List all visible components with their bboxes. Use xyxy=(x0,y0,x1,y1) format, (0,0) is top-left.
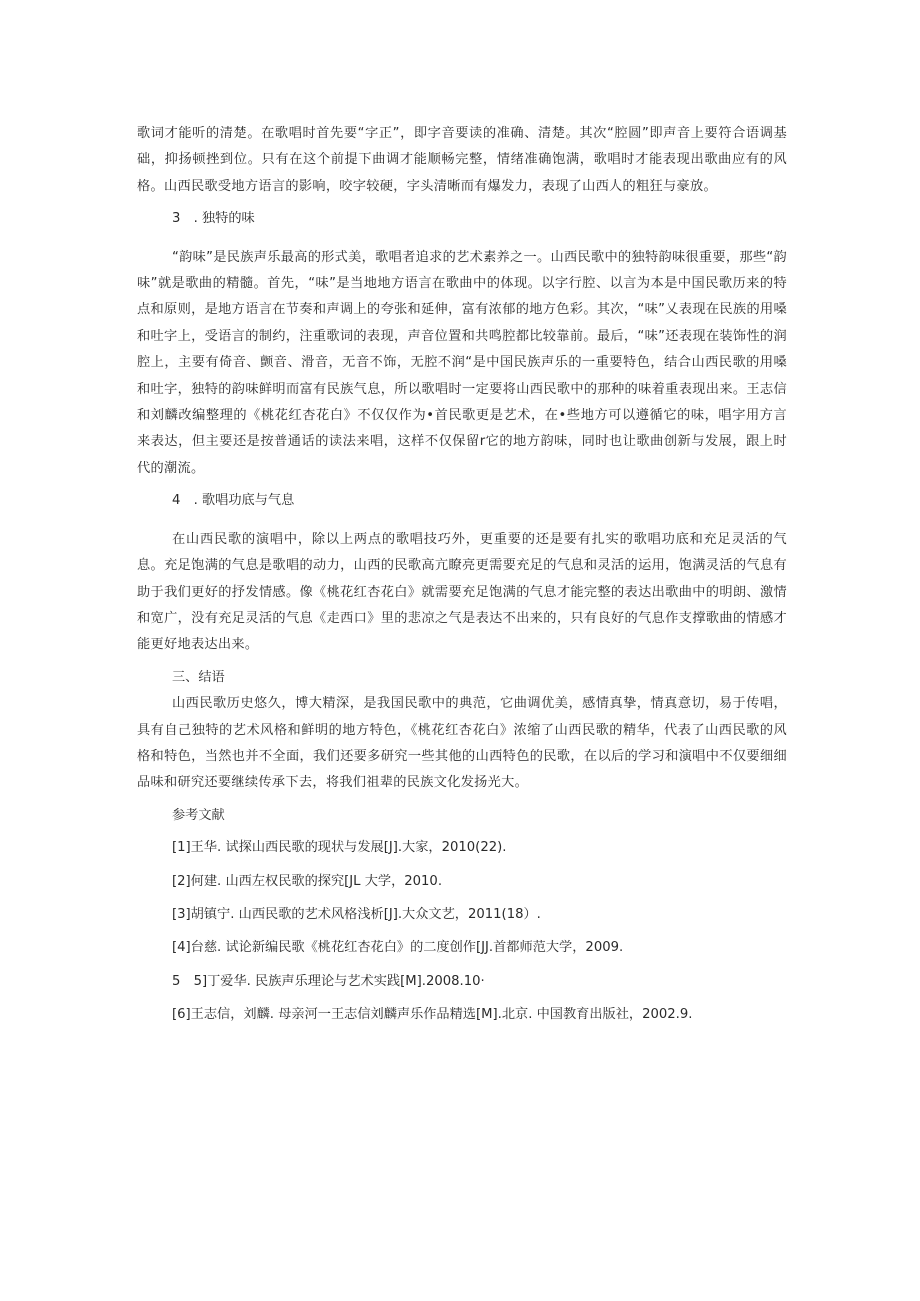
section-heading-4: 4 . 歌唱功底与气息 xyxy=(172,493,295,509)
paragraph-intro: 歌词才能听的清楚。在歌唱时首先要“字正”，即字音要读的准确、清楚。其次“腔圆”即声音上要符合语调基础，抑扬顿挫到位。只有在这个前提下曲调才能顺畅完整，情绪准确饱满，歌唱时才能表现出歌曲应有的风格。山西民歌受地方语言的影响，咬字较硬，字头清晰而有爆发力，表现了山西人的粗狂与豪放。 xyxy=(137,126,787,194)
reference-item: [3]胡镇宁. 山西民歌的艺术风格浅析[J].大众文艺，2011(18）. xyxy=(172,906,541,922)
reference-item: [6]王志信，刘麟. 母亲河一王志信刘麟声乐作品精选[M].北京. 中国教育出版社，2002.9. xyxy=(172,1007,693,1023)
reference-item: [1]王华. 试探山西民歌的现状与发展[J].大家，2010(22). xyxy=(172,840,507,856)
references-title: 参考文献 xyxy=(172,807,225,823)
references-list xyxy=(137,835,787,1028)
paragraph-conclusion: 山西民歌历史悠久，博大精深，是我国民歌中的典范，它曲调优美，感情真挚，情真意切，易于传唱，具有自己独特的艺术风格和鲜明的地方特色，《桃花红杏花白》浓缩了山西民歌的精华，代表了山西民歌的风格和特色，当然也并不全面，我们还要多研究一些其他的山西特色的民歌，在以后的学习和演唱中不仅要细细品味和研究还要继续传承下去，将我们祖辈的民族文化发扬光大。 xyxy=(137,696,787,791)
reference-item: [2]何建. 山西左权民歌的探究[JL 大学，2010. xyxy=(172,873,443,889)
section-heading-3: 3 . 独特的味 xyxy=(172,211,255,227)
reference-item: [4]台慈. 试论新编民歌《桃花红杏花白》的二度创作[JJ.首都师范大学，2009. xyxy=(172,940,624,956)
reference-item: 5 5]丁爱华. 民族声乐理论与艺术实践[M].2008.10· xyxy=(172,973,485,989)
section-heading-conclusion: 三、结语 xyxy=(172,669,225,685)
paragraph-unique-flavor: “韵味”是民族声乐最高的形式美，歌唱者追求的艺术素养之一。山西民歌中的独特韵味很重要，那些“韵味”就是歌曲的精髓。首先，“味”是当地地方语言在歌曲中的体现。以字行腔、以言为本是中国民歌历来的特点和原则，是地方语言在节奏和声调上的夸张和延伸，富有浓郁的地方色彩。其次，“味”乂表现在民族的用嗓和吐字上，受语言的制约，注重歌词的表现，声音位置和共鸣腔都比较靠前。最后，“味”还表现在装饰性的润腔上，主要有倚音、颤音、滑音，无音不饰，无腔不润“是中国民族声乐的一重要特色，结合山西民歌的用嗓和吐字，独特的韵味鲜明而富有民族气息，所以歌唱时一定要将山西民歌中的那种的味着重表现出来。王志信和刘麟改编整理的《桃花红杏花白》不仅仅作为•首民歌更是艺术，在•些地方可以遵循它的味，唱字用方言来表达，但主要还是按普通话的读法来唱，这样不仅保留r它的地方韵味，同时也让歌曲创新与发展，跟上时代的潮流。 xyxy=(137,249,787,476)
document-page xyxy=(137,121,787,1036)
paragraph-breath: 在山西民歌的演唱中，除以上两点的歌唱技巧外，更重要的还是要有扎实的歌唱功底和充足灵活的气息。充足饱满的气息是歌唱的动力，山西的民歌高亢瞭亮更需要充足的气息和灵活的运用，饱满灵活的气息有助于我们更好的抒发情感。像《桃花红杏花白》就需要充足饱满的气息才能完整的表达出歌曲中的明朗、激情和宽广，没有充足灵活的气息《走西口》里的悲凉之气是表达不出来的，只有良好的气息作支撑歌曲的情感才能更好地表达出来。 xyxy=(137,531,787,653)
